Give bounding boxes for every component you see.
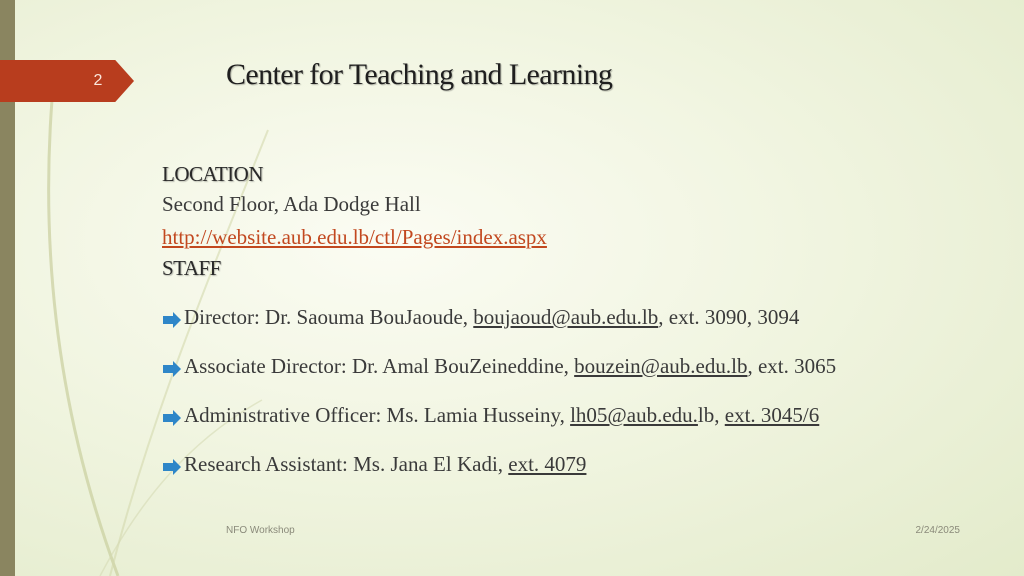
- right-arrow-icon: [162, 310, 184, 330]
- email-link[interactable]: bouzein@aub.edu.lb: [574, 354, 748, 378]
- slide-number-tab: [0, 60, 134, 102]
- staff-role-name: Associate Director: Dr. Amal BouZeineddine,: [184, 354, 575, 378]
- footer-date: 2/24/2025: [915, 525, 960, 536]
- email-domain-suffix: lb,: [697, 403, 725, 427]
- extension-link[interactable]: ext. 3045/6: [724, 403, 820, 427]
- ctl-website-link[interactable]: http://website.aub.edu.lb/ctl/Pages/index.aspx: [162, 225, 547, 249]
- email-link[interactable]: lh05@aub.edu.: [570, 403, 698, 427]
- slide-title: Center for Teaching and Learning: [226, 58, 613, 91]
- list-item: [162, 403, 836, 452]
- staff-extension: , ext. 3090, 3094: [658, 305, 800, 329]
- staff-list: [162, 305, 836, 501]
- location-url-line: [162, 221, 547, 254]
- staff-extension: , ext. 3065: [747, 354, 837, 378]
- right-arrow-icon: [162, 457, 184, 477]
- list-item: [162, 354, 836, 403]
- staff-role-name: Director: Dr. Saouma BouJaoude,: [184, 305, 474, 329]
- footer-text: NFO Workshop: [226, 525, 295, 536]
- staff-role-name: Research Assistant: Ms. Jana El Kadi,: [184, 452, 509, 476]
- email-link[interactable]: boujaoud@aub.edu.lb: [473, 305, 659, 329]
- location-heading: LOCATION: [162, 162, 263, 186]
- list-item: [162, 305, 836, 354]
- right-arrow-icon: [162, 359, 184, 379]
- slide-number: 2: [93, 72, 103, 89]
- right-arrow-icon: [162, 408, 184, 428]
- extension-link[interactable]: ext. 4079: [508, 452, 587, 476]
- location-section: [162, 160, 547, 282]
- staff-role-name: Administrative Officer: Ms. Lamia Husseiny,: [184, 403, 571, 427]
- location-address: Second Floor, Ada Dodge Hall: [162, 192, 421, 216]
- staff-heading: STAFF: [162, 256, 221, 280]
- list-item: [162, 452, 836, 501]
